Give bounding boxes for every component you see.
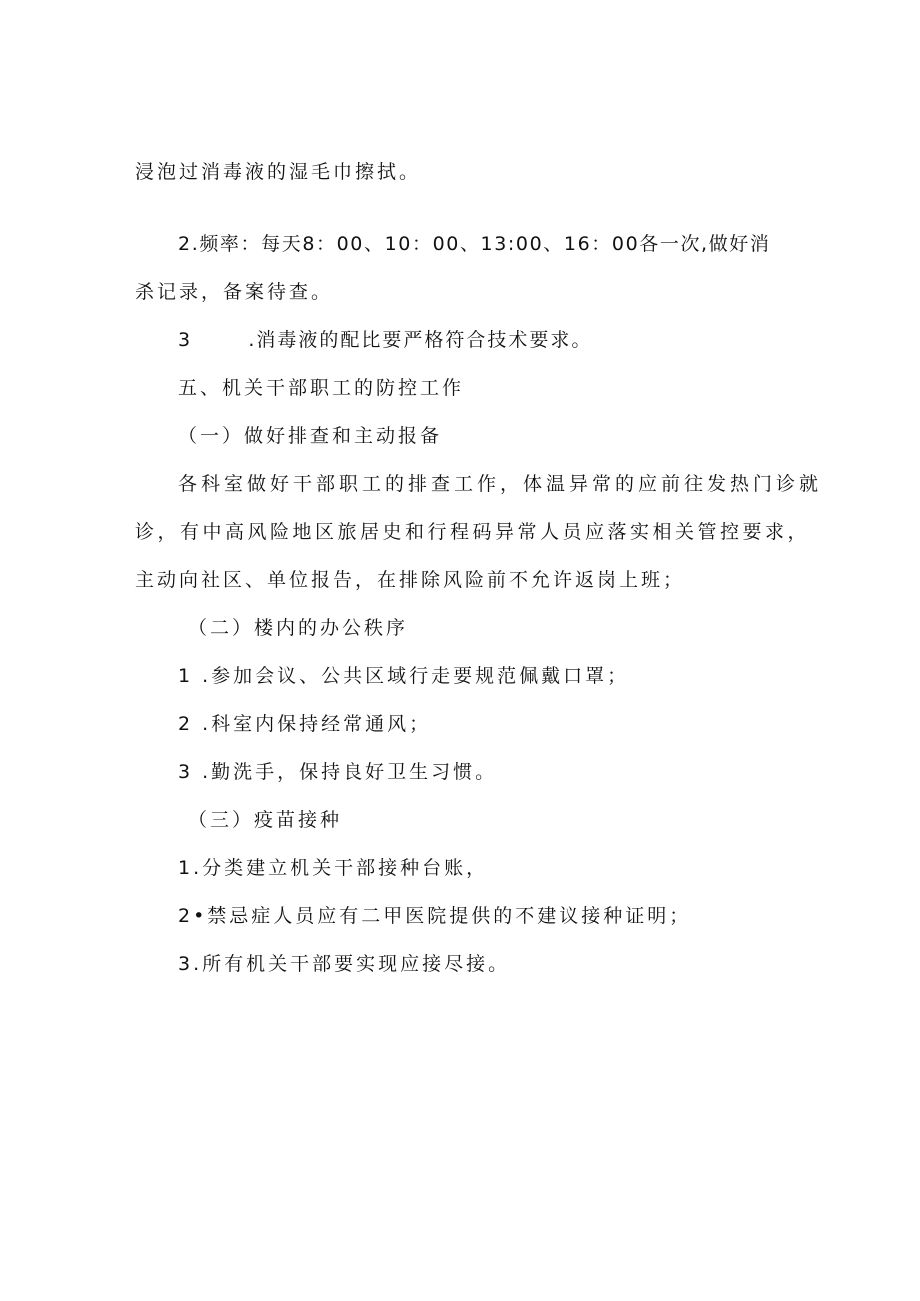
- subsection-heading: （三）疫苗接种: [188, 809, 343, 831]
- list-item: 2 .科室内保持经常通风；: [178, 713, 432, 735]
- list-item: 1 .参加会议、公共区域行走要规范佩戴口罩；: [178, 665, 630, 687]
- subsection-heading: （一）做好排查和主动报备: [178, 425, 443, 447]
- list-item: 3 .勤洗手，保持良好卫生习惯。: [178, 761, 498, 783]
- text-line: 主动向社区、单位报告，在排除风险前不允许返岗上班；: [135, 569, 686, 591]
- list-item: 3.所有机关干部要实现应接尽接。: [178, 953, 511, 975]
- text-line: 诊，有中高风险地区旅居史和行程码异常人员应落实相关管控要求，: [135, 521, 811, 543]
- text-line: 2.频率：每天8：00、10：00、13:00、16：00各一次,做好消: [178, 233, 771, 255]
- text-line: 浸泡过消毒液的湿毛巾擦拭。: [135, 161, 422, 183]
- text-line: 3 .消毒液的配比要严格符合技术要求。: [178, 329, 593, 351]
- list-item: 1.分类建立机关干部接种台账，: [178, 857, 489, 879]
- subsection-heading: （二）楼内的办公秩序: [188, 617, 409, 639]
- section-heading: 五、机关干部职工的防控工作: [178, 377, 465, 399]
- list-item: 2•禁忌症人员应有二甲医院提供的不建议接种证明；: [178, 905, 692, 927]
- text-line: 各科室做好干部职工的排查工作，体温异常的应前往发热门诊就: [178, 473, 823, 495]
- text-line: 杀记录，备案待查。: [135, 281, 334, 303]
